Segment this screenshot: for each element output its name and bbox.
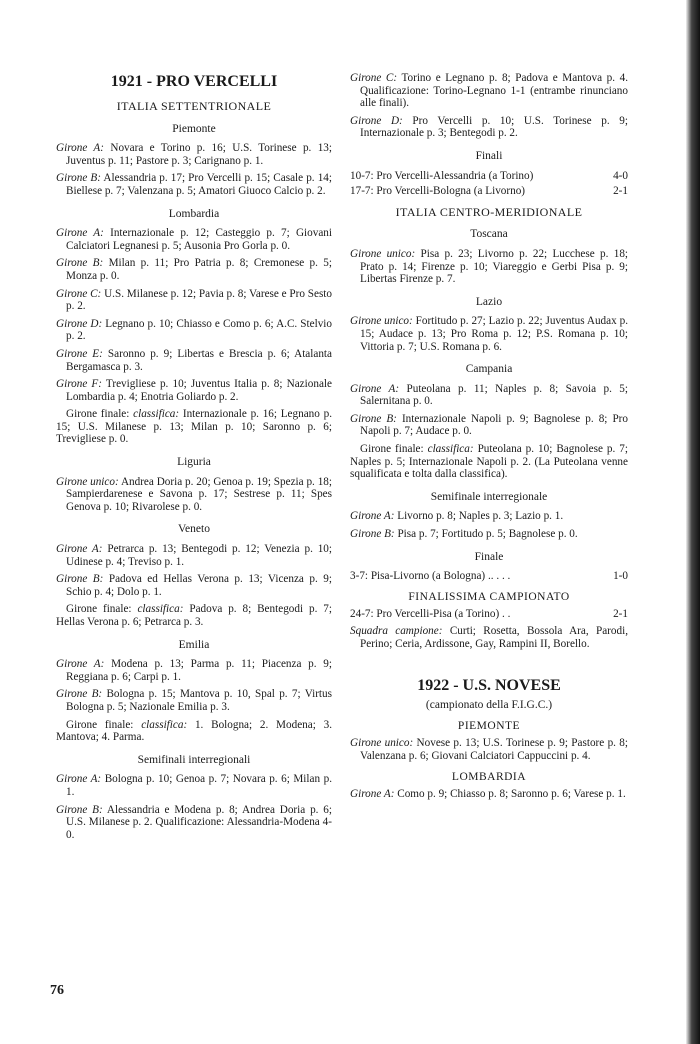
finalissima-heading: FINALISSIMA CAMPIONATO [408,590,570,603]
region-heading: Semifinali interregionali [137,753,251,766]
region-heading: Lombardia [168,207,220,220]
group-entry: Girone unico: Fortitudo p. 27; Lazio p. 22; Juventus Audax p. 15; Audace p. 13; Pro Roma p. 12; P.S. Romana p. 10; Vittoria p. 7; U.S. Romana p. 6. [350,315,628,353]
group-entry: Girone D: Pro Vercelli p. 10; U.S. Torinese p. 9; Internazionale p. 3; Bentegodi p. 2. [350,114,629,140]
champion-squad: Squadra campione: Curti; Rosetta, Bossola Ara, Parodi, Perino; Ceria, Ardissone, Gay, Rampini II, Borello. [350,625,628,650]
group-entry: Girone A: Bologna p. 10; Genoa p. 7; Novara p. 6; Milan p. 1. [56,773,332,798]
group-entry: Girone A: Como p. 9; Chiasso p. 8; Saronno p. 6; Varese p. 1. [350,788,626,801]
region-heading: Campania [465,363,513,376]
match-result: 10-7: Pro Vercelli-Alessandria (a Torino) 4-0 [350,169,628,182]
group-entry: Girone C: Torino e Legnano p. 8; Padova e Mantova p. 4. Qualificazione: Torino-Legnano 1-1 (entrambe rinunciano alle finali). [350,72,628,110]
final-group-entry: Girone finale: classifica: Puteolana p. 10; Bagnolese p. 7; Naples p. 5; Internazionale Napoli p. 2. (La Puteolana venne squalificata e tolta dalla classifica). [350,443,628,481]
group-entry: Girone B: Milan p. 11; Pro Patria p. 8; Cremonese p. 5; Monza p. 0. [56,257,332,282]
finals-heading: Finali [475,149,503,162]
right-column [350,72,628,806]
region-heading: Piemonte [172,122,216,135]
group-entry: Girone F: Trevigliese p. 10; Juventus Italia p. 8; Nazionale Lombardia p. 4; Enotria Goliardo p. 2. [56,378,332,403]
match-result: 24-7: Pro Vercelli-Pisa (a Torino) . . 2-1 [350,608,628,621]
group-entry: Girone B: Alessandria p. 17; Pro Vercelli p. 15; Casale p. 14; Biellese p. 7; Valenzana p. 5; Amatori Giuoco Calcio p. 2. [56,172,332,197]
group-entry: Girone unico: Pisa p. 23; Livorno p. 22; Lucchese p. 18; Prato p. 14; Firenze p. 10; Viareggio e Gerbi Pisa p. 9; Libertas Firenze p. 7. [350,247,629,286]
match-result: 17-7: Pro Vercelli-Bologna (a Livorno) 2-1 [350,185,628,198]
region-heading: LOMBARDIA [451,770,527,783]
left-column [56,72,332,846]
group-entry: Girone A: Modena p. 13; Parma p. 11; Piacenza p. 9; Reggiana p. 6; Carpi p. 1. [56,658,333,683]
group-entry: Girone B: Alessandria e Modena p. 8; Andrea Doria p. 6; U.S. Milanese p. 2. Qualificazione: Alessandria-Modena 4-0. [56,803,332,841]
region-heading: Veneto [178,523,210,536]
region-heading: Lazio [475,295,503,308]
final-group-entry: Girone finale: classifica: 1. Bologna; 2. Modena; 3. Mantova; 4. Parma. [56,718,332,744]
group-entry: Girone A: Puteolana p. 11; Naples p. 8; Savoia p. 5; Salernitana p. 0. [350,382,628,408]
region-heading: Semifinale interregionale [430,490,548,503]
season-title: 1921 - PRO VERCELLI [110,73,278,90]
group-entry: Girone C: U.S. Milanese p. 12; Pavia p. 8; Varese e Pro Sesto p. 2. [56,287,333,313]
group-entry: Girone A: Livorno p. 8; Naples p. 3; Lazio p. 1. [350,510,564,523]
final-group-entry: Girone finale: classifica: Internazionale p. 16; Legnano p. 15; U.S. Milanese p. 13; Milan p. 10; Saronno p. 6; Trevigliese p. 0. [56,408,332,446]
section-heading: ITALIA CENTRO-MERIDIONALE [395,204,583,219]
region-heading: Emilia [178,638,210,651]
match-result: 3-7: Pisa-Livorno (a Bologna) .. . . . 1-0 [350,570,628,583]
final-group-entry: Girone finale: classifica: Padova p. 8; Bentegodi p. 7; Hellas Verona p. 6; Petrarca p. 3. [56,603,332,628]
group-entry: Girone B: Bologna p. 15; Mantova p. 10, Spal p. 7; Virtus Bologna p. 5; Nazionale Emilia p. 3. [56,688,332,713]
group-entry: Girone A: Novara e Torino p. 16; U.S. Torinese p. 13; Juventus p. 11; Pastore p. 3; Carignano p. 1. [56,142,332,167]
group-entry: Girone unico: Novese p. 13; U.S. Torinese p. 9; Pastore p. 8; Valenzana p. 6; Giovani Calciatori Cappuccini p. 4. [350,737,628,762]
section-heading: ITALIA SETTENTRIONALE [116,99,272,113]
group-entry: Girone D: Legnano p. 10; Chiasso e Como p. 6; A.C. Stelvio p. 2. [56,317,332,343]
final-heading: Finale [474,550,504,563]
season-title: 1922 - U.S. NOVESE [417,677,561,695]
group-entry: Girone E: Saronno p. 9; Libertas e Brescia p. 6; Atalanta Bergamasca p. 3. [56,347,333,373]
group-entry: Girone A: Petrarca p. 13; Bentegodi p. 12; Venezia p. 10; Udinese p. 4; Treviso p. 1. [56,543,333,568]
group-entry: Girone A: Internazionale p. 12; Casteggio p. 7; Giovani Calciatori Legnanesi p. 5; Ausonia Pro Gorla p. 0. [56,227,333,252]
group-entry: Girone B: Padova ed Hellas Verona p. 13; Vicenza p. 9; Schio p. 4; Dolo p. 1. [56,573,332,598]
season-subtitle: (campionato della F.I.G.C.) [425,699,553,712]
region-heading: Toscana [470,228,508,241]
region-heading: PIEMONTE [457,719,521,732]
region-heading: Liguria [177,456,211,469]
page-number: 76 [50,983,64,998]
group-entry: Girone B: Pisa p. 7; Fortitudo p. 5; Bagnolese p. 0. [350,528,578,541]
group-entry: Girone unico: Andrea Doria p. 20; Genoa p. 19; Spezia p. 18; Sampierdarenese e Savona p. 17; Sestrese p. 11; Spes Genova p. 10; Rivarolese p. 0. [56,475,332,513]
group-entry: Girone B: Internazionale Napoli p. 9; Bagnolese p. 8; Pro Napoli p. 7; Audace p. 0. [350,412,628,438]
page-spine-shadow [686,0,700,1044]
